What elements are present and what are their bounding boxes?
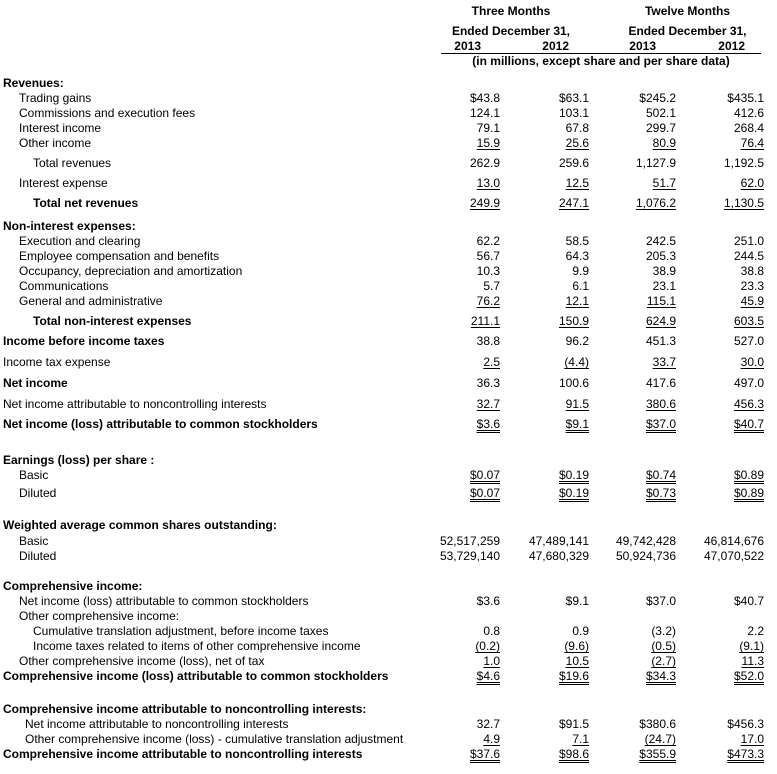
row-label: Employee compensation and benefits xyxy=(19,249,220,263)
row-value: 12.5 xyxy=(565,176,589,190)
row-value: 62.2 xyxy=(476,234,500,248)
row-value: $456.3 xyxy=(727,717,764,731)
header-year-2012-y: 2012 xyxy=(718,39,745,53)
row-value: $91.5 xyxy=(558,717,589,731)
row-label: Income taxes related to items of other comprehensive income xyxy=(33,639,361,653)
row-label: Total non-interest expenses xyxy=(33,314,192,328)
row-value: 1,076.2 xyxy=(635,196,676,210)
row-value: 5.7 xyxy=(483,279,500,293)
row-label: Trading gains xyxy=(19,91,92,105)
row-value: 1,127.9 xyxy=(635,156,676,170)
row-value: $52.0 xyxy=(733,669,764,683)
row-value: 56.7 xyxy=(476,249,500,263)
row-value: 100.6 xyxy=(558,376,589,390)
row-value: $473.3 xyxy=(727,747,764,761)
row-label: Net income (loss) attributable to common stockholders xyxy=(3,417,318,431)
row-value: $0.07 xyxy=(469,486,500,500)
row-value: 115.1 xyxy=(646,294,676,308)
row-value: $37.0 xyxy=(645,417,676,431)
row-value: 51.7 xyxy=(652,176,676,190)
row-value: $63.1 xyxy=(558,91,589,105)
row-label: General and administrative xyxy=(19,294,163,308)
row-value: 268.4 xyxy=(733,121,764,135)
row-value: $9.1 xyxy=(565,594,589,608)
row-value: 412.6 xyxy=(733,106,764,120)
row-value: 67.8 xyxy=(565,121,589,135)
row-value: $43.8 xyxy=(469,91,500,105)
row-value: $435.1 xyxy=(727,91,764,105)
row-value: 32.7 xyxy=(476,397,500,411)
row-value: 249.9 xyxy=(469,196,500,210)
row-value: $355.9 xyxy=(639,747,676,761)
header-year-2012-q: 2012 xyxy=(542,39,569,53)
row-value: 603.5 xyxy=(733,314,764,328)
row-value: 15.9 xyxy=(476,136,500,150)
row-label: Diluted xyxy=(19,549,57,563)
row-value: 12.1 xyxy=(565,294,589,308)
row-value: $9.1 xyxy=(565,417,589,431)
row-value: 58.5 xyxy=(565,234,589,248)
row-value: 6.1 xyxy=(572,279,589,293)
row-value: $37.0 xyxy=(645,594,676,608)
row-value: 11.3 xyxy=(741,654,764,668)
row-value: (9.6) xyxy=(564,639,589,653)
row-value: 50,924,736 xyxy=(615,549,676,563)
row-value: 1.0 xyxy=(483,654,500,668)
row-value: 80.9 xyxy=(652,136,676,150)
row-value: 96.2 xyxy=(565,334,589,348)
row-value: 38.8 xyxy=(740,264,764,278)
row-value: $3.6 xyxy=(476,417,500,431)
row-value: 47,070,522 xyxy=(703,549,764,563)
row-value: 36.3 xyxy=(476,376,500,390)
row-label: Weighted average common shares outstanding: xyxy=(3,518,277,532)
row-value: 38.9 xyxy=(652,264,676,278)
row-value: 32.7 xyxy=(476,717,500,731)
row-value: $37.6 xyxy=(469,747,500,761)
row-label: Income before income taxes xyxy=(3,334,165,348)
row-value: 456.3 xyxy=(733,397,764,411)
row-value: 23.3 xyxy=(740,279,764,293)
row-value: 76.2 xyxy=(476,294,500,308)
row-value: 47,680,329 xyxy=(528,549,589,563)
header-ended-twelve: Ended December 31, xyxy=(628,24,747,38)
row-value: $0.07 xyxy=(469,468,500,482)
header-year-2013-q: 2013 xyxy=(454,39,481,53)
row-label: Net income attributable to noncontrolling interests xyxy=(3,397,267,411)
row-label: Other comprehensive income: xyxy=(19,609,180,623)
row-label: Other income xyxy=(19,136,92,150)
row-value: 79.1 xyxy=(476,121,500,135)
row-value: 497.0 xyxy=(733,376,764,390)
row-value: 30.0 xyxy=(740,355,764,369)
row-value: (0.5) xyxy=(651,639,676,653)
row-value: 2.2 xyxy=(747,624,764,638)
row-label: Commissions and execution fees xyxy=(19,106,196,120)
row-value: 247.1 xyxy=(558,196,589,210)
row-value: 9.9 xyxy=(572,264,589,278)
header-ended-three: Ended December 31, xyxy=(451,24,571,38)
row-value: 251.0 xyxy=(733,234,764,248)
row-value: 10.3 xyxy=(476,264,500,278)
row-value: 62.0 xyxy=(740,176,764,190)
row-value: 23.1 xyxy=(652,279,676,293)
header-year-2013-y: 2013 xyxy=(629,39,656,53)
row-label: Net income attributable to noncontrolling interests xyxy=(25,717,289,731)
row-label: Revenues: xyxy=(3,76,64,90)
header-twelve-months: Twelve Months xyxy=(644,4,731,18)
row-value: 244.5 xyxy=(733,249,764,263)
row-label: Net income (loss) attributable to common stockholders xyxy=(19,594,309,608)
row-value: 103.1 xyxy=(558,106,589,120)
row-label: Interest income xyxy=(19,121,102,135)
header-three-months: Three Months xyxy=(471,4,551,18)
row-value: 150.9 xyxy=(558,314,589,328)
row-value: 527.0 xyxy=(733,334,764,348)
row-value: (4.4) xyxy=(564,355,589,369)
row-value: $0.89 xyxy=(733,468,764,482)
row-value: 7.1 xyxy=(572,732,589,746)
row-label: Execution and clearing xyxy=(19,234,141,248)
row-label: Other comprehensive income (loss) - cumulative translation adjustment xyxy=(25,732,404,746)
row-value: 0.9 xyxy=(572,624,589,638)
row-value: 0.8 xyxy=(483,624,500,638)
row-value: 4.9 xyxy=(483,732,500,746)
row-value: (3.2) xyxy=(651,624,676,638)
row-value: 417.6 xyxy=(645,376,676,390)
row-value: (0.2) xyxy=(475,639,500,653)
row-label: Comprehensive income: xyxy=(3,579,143,593)
row-value: $40.7 xyxy=(733,594,764,608)
row-value: 25.6 xyxy=(565,136,589,150)
row-label: Comprehensive income attributable to noncontrolling interests xyxy=(3,747,363,761)
row-value: 205.3 xyxy=(645,249,676,263)
row-value: 53,729,140 xyxy=(439,549,500,563)
row-label: Comprehensive income attributable to noncontrolling interests: xyxy=(3,702,367,716)
row-value: 2.5 xyxy=(483,355,500,369)
row-value: 46,814,676 xyxy=(703,534,764,548)
row-value: 52,517,259 xyxy=(439,534,500,548)
row-label: Communications xyxy=(19,279,109,293)
row-value: 299.7 xyxy=(645,121,676,135)
row-value: $3.6 xyxy=(476,594,500,608)
row-value: $4.6 xyxy=(476,669,500,683)
row-value: (24.7) xyxy=(644,732,676,746)
row-label: Interest expense xyxy=(19,176,108,190)
row-value: 76.4 xyxy=(740,136,764,150)
row-value: 1,130.5 xyxy=(723,196,764,210)
row-value: 380.6 xyxy=(645,397,676,411)
row-value: 91.5 xyxy=(565,397,589,411)
row-value: $380.6 xyxy=(639,717,676,731)
row-label: Non-interest expenses: xyxy=(3,219,136,233)
row-value: (9.1) xyxy=(739,639,764,653)
row-value: 13.0 xyxy=(476,176,500,190)
row-value: 49,742,428 xyxy=(615,534,676,548)
row-value: 502.1 xyxy=(645,106,676,120)
row-value: 38.8 xyxy=(476,334,500,348)
row-value: $0.19 xyxy=(558,468,589,482)
row-label: Cumulative translation adjustment, before income taxes xyxy=(33,624,329,638)
row-value: $0.73 xyxy=(645,486,676,500)
row-value: $0.89 xyxy=(733,486,764,500)
row-label: Basic xyxy=(19,534,49,548)
row-value: 242.5 xyxy=(645,234,676,248)
row-value: 124.1 xyxy=(469,106,500,120)
row-label: Other comprehensive income (loss), net of tax xyxy=(19,654,265,668)
row-value: 259.6 xyxy=(558,156,589,170)
row-label: Earnings (loss) per share : xyxy=(3,453,155,467)
row-value: 262.9 xyxy=(469,156,500,170)
row-value: $19.6 xyxy=(558,669,589,683)
row-label: Basic xyxy=(19,468,49,482)
row-value: $0.19 xyxy=(558,486,589,500)
row-label: Net income xyxy=(3,376,68,390)
row-value: 17.0 xyxy=(740,732,764,746)
row-label: Total revenues xyxy=(33,156,112,170)
row-value: $34.3 xyxy=(645,669,676,683)
row-label: Total net revenues xyxy=(33,196,139,210)
row-value: 451.3 xyxy=(645,334,676,348)
row-value: $245.2 xyxy=(639,91,676,105)
header-units: (in millions, except share and per share data) xyxy=(472,54,730,68)
row-label: Income tax expense xyxy=(3,355,111,369)
row-value: (2.7) xyxy=(651,654,676,668)
row-label: Occupancy, depreciation and amortization xyxy=(19,264,243,278)
row-value: $40.7 xyxy=(733,417,764,431)
row-label: Comprehensive income (loss) attributable to common stockholders xyxy=(3,669,389,683)
row-value: 64.3 xyxy=(565,249,589,263)
row-value: 47,489,141 xyxy=(528,534,589,548)
row-value: 1,192.5 xyxy=(723,156,764,170)
row-value: 624.9 xyxy=(645,314,676,328)
row-value: $0.74 xyxy=(645,468,676,482)
row-value: 10.5 xyxy=(565,654,589,668)
row-value: $98.6 xyxy=(558,747,589,761)
row-value: 45.9 xyxy=(740,294,764,308)
row-value: 33.7 xyxy=(652,355,676,369)
row-value: 211.1 xyxy=(470,314,500,328)
row-label: Diluted xyxy=(19,486,57,500)
